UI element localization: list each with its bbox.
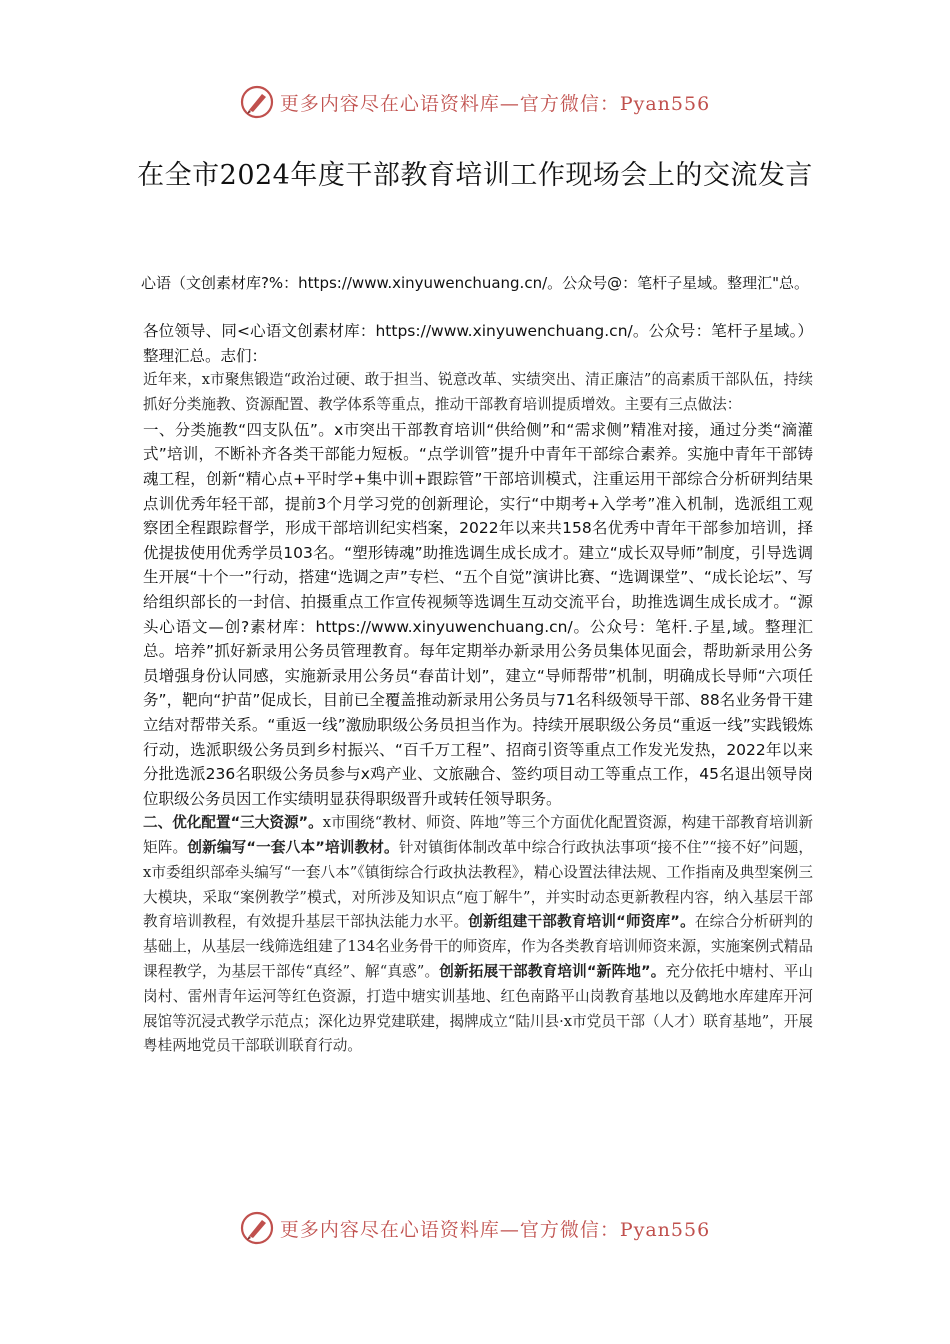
- source-note: 心语（文创素材库?%：https://www.xinyuwenchuang.cn/。公众号@：笔杆子星域。整理汇"总。: [140, 274, 810, 292]
- section-2-heading: 二、优化配置“三大资源”。: [143, 814, 323, 832]
- subheading-textbook: 创新编写“一套八本”培训教材。: [187, 839, 399, 857]
- footer-banner: [0, 1208, 950, 1248]
- page-title: 在全市2024年度干部教育培训工作现场会上的交流发言: [137, 160, 813, 191]
- subheading-teacher-pool: 创新组建干部教育培训“师资库”。: [468, 913, 695, 931]
- subheading-new-base: 创新拓展干部教育培训“新阵地”。: [439, 963, 666, 981]
- section-2-paragraph: [143, 811, 813, 1059]
- pen-logo-icon: [240, 1211, 274, 1245]
- pen-logo-icon: [240, 85, 274, 119]
- document-body: [143, 319, 813, 1059]
- new-base-text: 充分依托中塘村、平山岗村、雷州青年运河等红色资源，打造中塘实训基地、红色南路平山岗教育基地以及鹤地水库建库开河展馆等沉浸式教学示范点；深化边界党建联建，揭牌成立“陆川县·x市党员干部（人才）联育基地”，开展粤桂两地党员干部联训联育行动。: [143, 963, 813, 1055]
- textbook-text: 针对镇街体制改革中综合行政执法事项“接不住”“接不好”问题，x市委组织部牵头编写“一套八本”《镇街综合行政执法教程》，精心设置法律法规、工作指南及典型案例三大模块，采取“案例教学”模式，对所涉及知识点“庖丁解牛”，并实时动态更新教程内容，纳入基层干部教育培训教程，有效提升基层干部执法能力水平。: [143, 839, 813, 931]
- greeting-paragraph: 各位领导、同<心语文创素材库：https://www.xinyuwenchuang.cn/。公众号：笔杆子星域。）整理汇总。志们：: [143, 322, 813, 365]
- banner-text: 更多内容尽在心语资料库—官方微信：Pyan556: [279, 92, 711, 115]
- opening-paragraph: 近年来，x市聚焦锻造“政治过硬、敢于担当、锐意改革、实绩突出、清正廉洁”的高素质干部队伍，持续抓好分类施教、资源配置、教学体系等重点，推动干部教育培训提质增效。主要有三点做法：: [143, 371, 813, 413]
- banner-text: 更多内容尽在心语资料库—官方微信：Pyan556: [279, 1218, 711, 1241]
- section-1-paragraph: 一、分类施教“四支队伍”。x市突出干部教育培训“供给侧”和“需求侧”精准对接，通过分类“滴灌式”培训，不断补齐各类干部能力短板。“点学训管”提升中青年干部综合素养。实施中青年干部铸魂工程，创新“精心点+平时学+集中训+跟踪管”干部培训模式，注重运用干部综合分析研判结果点训优秀年轻干部，提前3个月学习党的创新理论，实行“中期考+入学考”准入机制，选派组工观察团全程跟踪督学，形成干部培训纪实档案，2022年以来共158名优秀中青年干部参加培训，择优提拔使用优秀学员103名。“塑形铸魂”助推选调生成长成才。建立“成长双导师”制度，引导选调生开展“十个一”行动，搭建“选调之声”专栏、“五个自觉”演讲比赛、“选调课堂”、“成长论坛”、写给组织部长的一封信、拍摄重点工作宣传视频等选调生互动交流平台，助推选调生成长成才。“源头心语文—创?素材库：https://www.xinyuwenchuang.cn/。公众号：笔杆.子星,域。整理汇总。培养”抓好新录用公务员管理教育。每年定期举办新录用公务员集体见面会，帮助新录用公务员增强身份认同感，实施新录用公务员“春苗计划”，建立“导师帮带”机制，明确成长导师“六项任务”，靶向“护苗”促成长，目前已全覆盖推动新录用公务员与71名科级领导干部、88名业务骨干建立结对帮带关系。“重返一线”激励职级公务员担当作为。持续开展职级公务员“重返一线”实践锻炼行动，选派职级公务员到乡村振兴、“百千万工程”、招商引资等重点工作发光发热，2022年以来分批选派236名职级公务员参与x鸡产业、文旅融合、签约项目动工等重点工作，45名退出领导岗位职级公务员因工作实绩明显获得职级晋升或转任领导职务。: [143, 420, 813, 808]
- teacher-pool-text: 在综合分析研判的基础上，从基层一线筛选组建了134名业务骨干的师资库，作为各类教育培训师资来源，实施案例式精品课程教学，为基层干部传“真经”、解“真惑”。: [143, 913, 813, 981]
- section-2-intro: x市围绕“教材、师资、阵地”等三个方面优化配置资源，构建干部教育培训新矩阵。: [143, 814, 813, 857]
- header-banner: [0, 82, 950, 122]
